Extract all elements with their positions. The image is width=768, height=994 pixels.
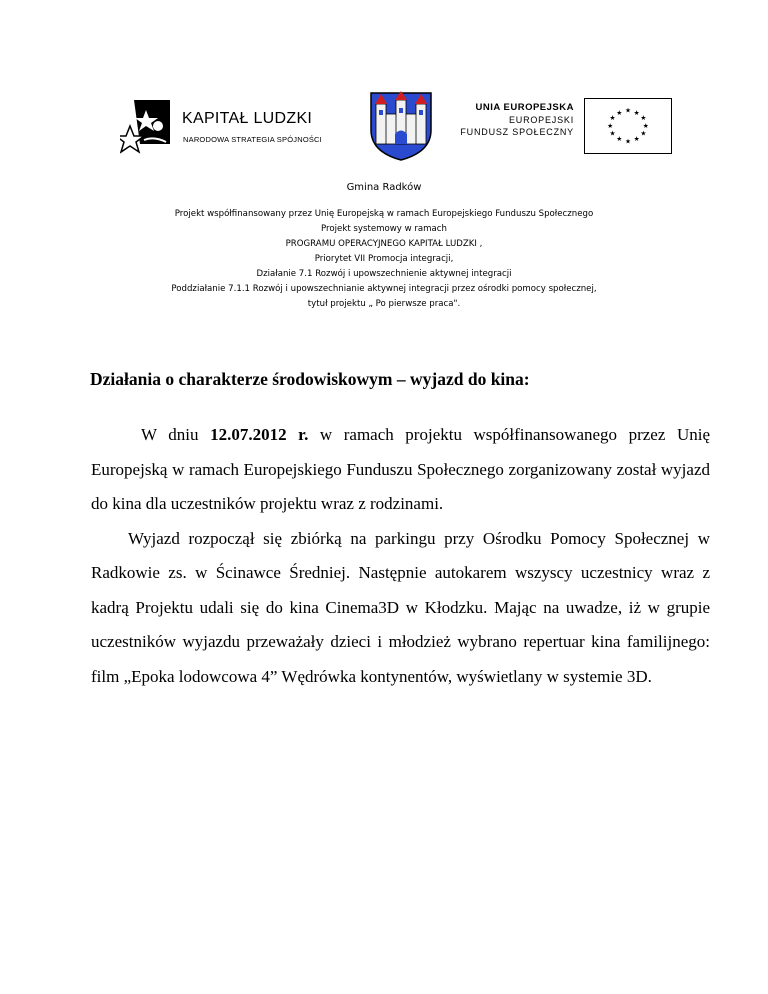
kapital-ludzki-logo (120, 96, 350, 160)
kapital-ludzki-star-icon (120, 96, 180, 156)
svg-text:★: ★ (640, 114, 647, 123)
event-date: 12.07.2012 r. (210, 425, 309, 444)
document-title: Działania o charakterze środowiskowym – wyjazd do kina: (90, 369, 530, 389)
radkow-coat-of-arms-icon (368, 90, 434, 162)
svg-text:★: ★ (616, 134, 623, 143)
header-line: Priorytet VII Promocja integracji, (314, 254, 454, 264)
kapital-ludzki-subtitle: NARODOWA STRATEGIA SPÓJNOŚCI (183, 135, 322, 144)
svg-text:★: ★ (642, 121, 649, 130)
kapital-ludzki-title: KAPITAŁ LUDZKI (182, 110, 313, 127)
unia-europejska-logo (450, 102, 574, 138)
svg-text:★: ★ (640, 129, 647, 138)
svg-text:★: ★ (609, 129, 616, 138)
paragraph-1 (91, 418, 710, 522)
paragraph-1-before: W dniu (141, 425, 211, 444)
document-body (91, 418, 710, 694)
svg-text:★: ★ (624, 106, 632, 115)
project-header (0, 182, 768, 312)
header-line: tytuł projektu „ Po pierwsze praca". (307, 299, 461, 309)
svg-text:★: ★ (616, 108, 623, 117)
header-line: Projekt systemowy w ramach (321, 224, 447, 234)
header-line: PROGRAMU OPERACYJNEGO KAPITAŁ LUDZKI , (285, 239, 483, 249)
ue-line-1: UNIA EUROPEJSKA (475, 102, 574, 113)
svg-text:★: ★ (633, 134, 640, 143)
logo-header (0, 90, 768, 170)
ue-line-2: EUROPEJSKI (508, 115, 574, 125)
eu-flag-icon (584, 98, 672, 154)
header-line: Projekt współfinansowany przez Unię Europejską w ramach Europejskiego Funduszu Społecznego (174, 209, 594, 219)
svg-text:★: ★ (609, 114, 616, 123)
paragraph-1-after: w ramach projektu współfinansowanego przez Unię Europejską w ramach Europejskiego Funduszu Społecznego zorganizowany został wyjazd do kina dla uczestników projektu wraz z rodzinami. (91, 425, 710, 513)
gmina-name: Gmina Radków (346, 182, 422, 193)
ue-line-3: FUNDUSZ SPOŁECZNY (460, 127, 574, 137)
svg-text:★: ★ (633, 108, 640, 117)
header-line: Działanie 7.1 Rozwój i upowszechnienie aktywnej integracji (256, 269, 512, 279)
svg-text:★: ★ (607, 121, 614, 130)
paragraph-2: Wyjazd rozpoczął się zbiórką na parkingu przy Ośrodku Pomocy Społecznej w Radkowie zs. w Ścinawce Średniej. Następnie autokarem wszyscy uczestnicy wraz z kadrą Projektu udali się do kina Cinema3D w Kłodzku. Mając na uwadze, iż w grupie uczestników wyjazdu przeważały dzieci i młodzież wybrano repertuar kina familijnego: film „Epoka lodowcowa 4” Wędrówka kontynentów, wyświetlany w systemie 3D. (91, 528, 710, 686)
svg-text:★: ★ (624, 137, 632, 146)
header-line: Poddziałanie 7.1.1 Rozwój i upowszechnianie aktywnej integracji przez ośrodki pomocy społecznej, (171, 284, 597, 294)
